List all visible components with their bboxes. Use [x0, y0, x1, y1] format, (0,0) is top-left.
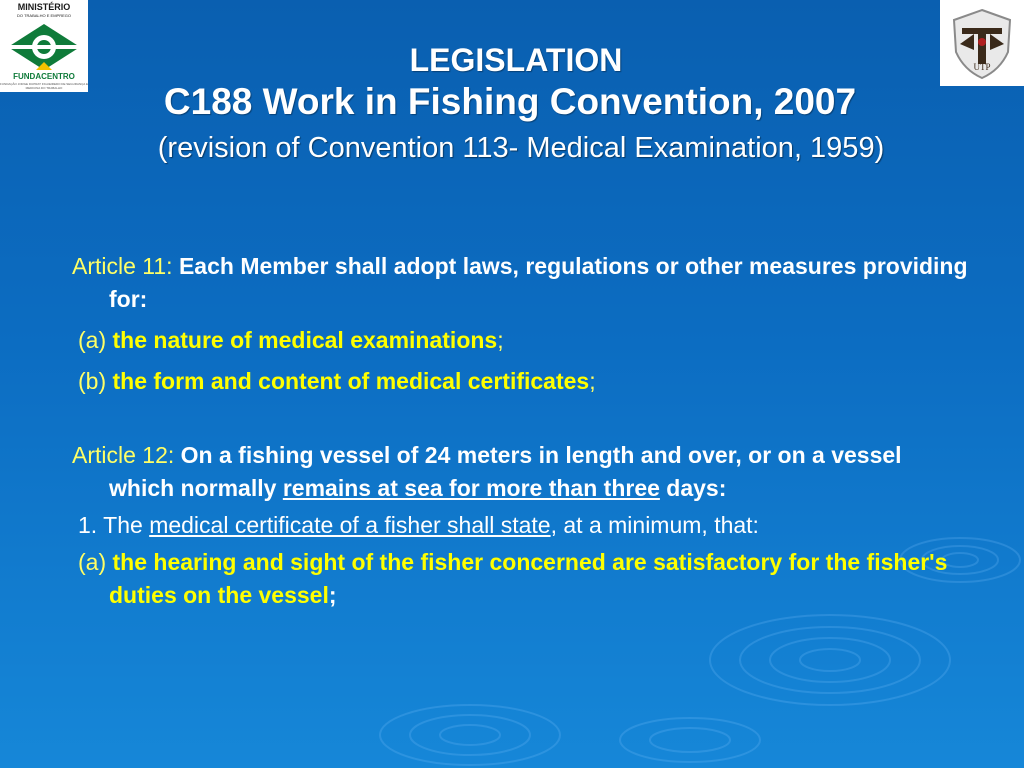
article-11-label: Article 11: — [72, 253, 179, 279]
item-text: the hearing and sight of the fisher concerned are satisfactory for the fisher's duties on the vessel — [109, 549, 948, 608]
convention-subtitle: (revision of Convention 113- Medical Examination, 1959) — [157, 132, 885, 164]
article-11-item-b — [72, 365, 972, 398]
convention-title: C188 Work in Fishing Convention, 2007 — [163, 81, 857, 122]
slide-body — [72, 250, 972, 612]
item-text: the nature of medical examinations — [112, 327, 498, 353]
article-12-underlined-text: remains at sea for more than three — [282, 475, 660, 501]
logo-ministry-subtext: DO TRABALHO E EMPREGO — [17, 13, 71, 18]
item-end: ; — [328, 582, 337, 608]
article-12-item-a — [72, 546, 972, 612]
item-end: ; — [497, 327, 504, 353]
point-1-underlined: medical certificate of a fisher shall state — [149, 512, 551, 538]
item-marker: (a) — [78, 549, 113, 575]
item-end: ; — [589, 368, 596, 394]
utp-logo-letters: UTP — [973, 62, 991, 72]
article-12-point-1 — [72, 509, 972, 542]
point-1-prefix: 1. The — [78, 512, 150, 538]
item-marker: (a) — [78, 327, 113, 353]
slide-title-block — [0, 40, 1024, 166]
item-text: the form and content of medical certificates — [112, 368, 590, 394]
logo-fine-print: FUNDAÇÃO JORGE DUPRAT FIGUEIREDO DE SEGURANÇA E MEDICINA DO TRABALHO — [0, 82, 88, 90]
logo-ministry-text: MINISTÉRIO — [17, 2, 71, 12]
logo-fundacentro-text: FUNDACENTRO — [13, 72, 75, 81]
article-12-label: Article 12: — [72, 442, 181, 468]
point-1-suffix: , at a minimum, that: — [550, 512, 759, 538]
article-12-text-end: days: — [659, 475, 727, 501]
article-11-item-a — [72, 324, 972, 357]
article-12-text: On a fishing vessel of 24 meters in length and over, or on a vessel which normally — [109, 442, 902, 501]
item-marker: (b) — [78, 368, 113, 394]
article-12-paragraph — [72, 439, 972, 505]
slide-title: LEGISLATION — [409, 42, 623, 78]
article-11-paragraph — [72, 250, 972, 316]
article-11-text: Each Member shall adopt laws, regulations or other measures providing for: — [109, 253, 968, 312]
